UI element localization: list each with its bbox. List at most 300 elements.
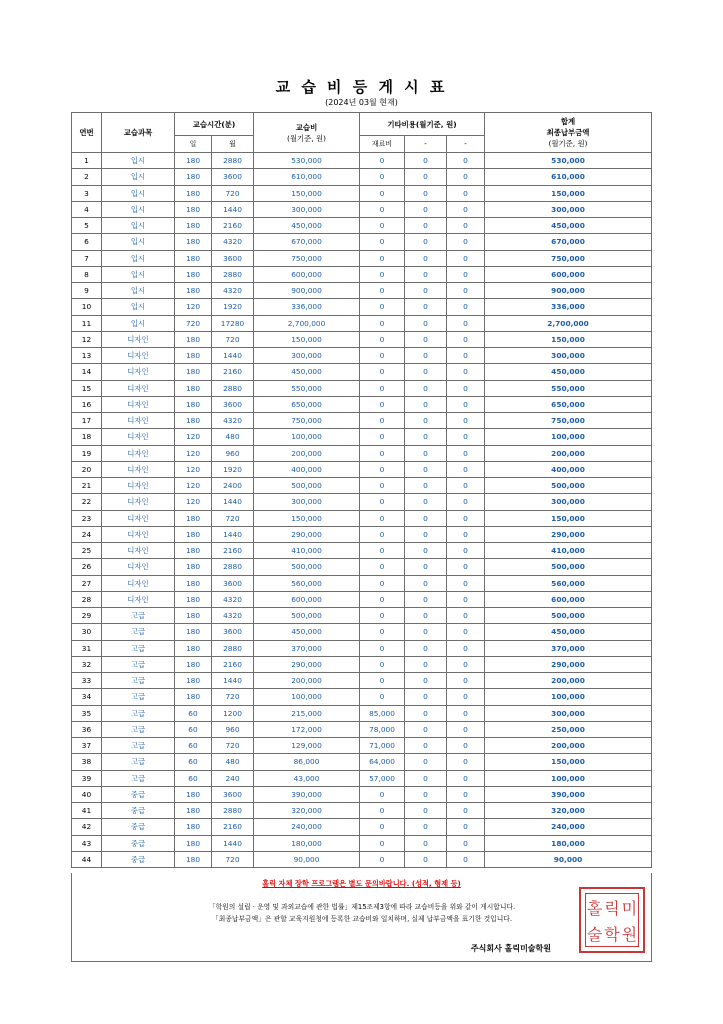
cell-day: 60	[175, 770, 212, 786]
cell-other2: 0	[447, 673, 485, 689]
cell-no: 44	[72, 851, 102, 867]
cell-other2: 0	[447, 786, 485, 802]
cell-other2: 0	[447, 250, 485, 266]
cell-subject: 디자인	[102, 510, 175, 526]
cell-fee: 410,000	[254, 543, 360, 559]
table-row	[72, 315, 652, 331]
cell-subject: 중급	[102, 851, 175, 867]
cell-month: 2160	[212, 819, 254, 835]
cell-total: 150,000	[485, 510, 652, 526]
cell-material: 0	[360, 283, 405, 299]
cell-other1: 0	[405, 689, 447, 705]
cell-no: 6	[72, 234, 102, 250]
cell-total: 600,000	[485, 591, 652, 607]
cell-material: 0	[360, 494, 405, 510]
cell-fee: 129,000	[254, 738, 360, 754]
cell-material: 0	[360, 201, 405, 217]
cell-subject: 디자인	[102, 559, 175, 575]
col-header-hours: 교습시간(분)	[175, 113, 254, 136]
cell-day: 120	[175, 299, 212, 315]
cell-subject: 디자인	[102, 591, 175, 607]
cell-no: 2	[72, 169, 102, 185]
cell-other1: 0	[405, 510, 447, 526]
cell-day: 180	[175, 640, 212, 656]
cell-day: 60	[175, 754, 212, 770]
cell-day: 120	[175, 494, 212, 510]
table-row	[72, 721, 652, 737]
cell-other2: 0	[447, 153, 485, 169]
fee-table-body	[72, 153, 652, 868]
cell-total: 900,000	[485, 283, 652, 299]
cell-total: 200,000	[485, 673, 652, 689]
table-row	[72, 380, 652, 396]
table-row	[72, 526, 652, 542]
cell-month: 3600	[212, 575, 254, 591]
cell-total: 650,000	[485, 396, 652, 412]
col-header-fee-label: 교습비	[295, 122, 318, 132]
cell-day: 180	[175, 591, 212, 607]
cell-fee: 100,000	[254, 429, 360, 445]
cell-day: 180	[175, 575, 212, 591]
cell-other2: 0	[447, 835, 485, 851]
cell-other2: 0	[447, 429, 485, 445]
cell-fee: 200,000	[254, 673, 360, 689]
cell-no: 12	[72, 331, 102, 347]
cell-material: 0	[360, 445, 405, 461]
cell-month: 480	[212, 429, 254, 445]
cell-no: 23	[72, 510, 102, 526]
cell-fee: 500,000	[254, 478, 360, 494]
table-row	[72, 624, 652, 640]
cell-month: 480	[212, 754, 254, 770]
cell-day: 180	[175, 153, 212, 169]
cell-no: 34	[72, 689, 102, 705]
cell-material: 85,000	[360, 705, 405, 721]
cell-no: 38	[72, 754, 102, 770]
cell-fee: 172,000	[254, 721, 360, 737]
cell-other2: 0	[447, 721, 485, 737]
cell-other2: 0	[447, 851, 485, 867]
cell-other1: 0	[405, 461, 447, 477]
cell-fee: 600,000	[254, 266, 360, 282]
cell-day: 180	[175, 510, 212, 526]
cell-material: 71,000	[360, 738, 405, 754]
cell-fee: 43,000	[254, 770, 360, 786]
col-header-total-l1: 합계	[560, 117, 576, 126]
cell-month: 3600	[212, 250, 254, 266]
cell-material: 0	[360, 429, 405, 445]
cell-month: 2880	[212, 640, 254, 656]
cell-material: 0	[360, 234, 405, 250]
cell-day: 180	[175, 396, 212, 412]
table-row	[72, 543, 652, 559]
table-row	[72, 689, 652, 705]
table-row	[72, 396, 652, 412]
cell-total: 336,000	[485, 299, 652, 315]
cell-month: 3600	[212, 396, 254, 412]
cell-fee: 530,000	[254, 153, 360, 169]
cell-no: 9	[72, 283, 102, 299]
cell-other2: 0	[447, 234, 485, 250]
cell-material: 0	[360, 510, 405, 526]
cell-no: 39	[72, 770, 102, 786]
cell-other2: 0	[447, 705, 485, 721]
cell-fee: 150,000	[254, 331, 360, 347]
table-row	[72, 218, 652, 234]
cell-material: 0	[360, 819, 405, 835]
cell-total: 2,700,000	[485, 315, 652, 331]
cell-material: 0	[360, 640, 405, 656]
cell-other1: 0	[405, 445, 447, 461]
cell-day: 180	[175, 250, 212, 266]
cell-month: 1440	[212, 201, 254, 217]
cell-fee: 320,000	[254, 803, 360, 819]
cell-subject: 입시	[102, 283, 175, 299]
cell-other2: 0	[447, 315, 485, 331]
cell-month: 4320	[212, 283, 254, 299]
cell-material: 0	[360, 461, 405, 477]
cell-day: 180	[175, 851, 212, 867]
cell-fee: 560,000	[254, 575, 360, 591]
cell-total: 240,000	[485, 819, 652, 835]
cell-subject: 중급	[102, 803, 175, 819]
cell-month: 960	[212, 721, 254, 737]
cell-material: 0	[360, 331, 405, 347]
cell-other1: 0	[405, 575, 447, 591]
cell-fee: 290,000	[254, 656, 360, 672]
cell-no: 7	[72, 250, 102, 266]
cell-other1: 0	[405, 153, 447, 169]
cell-material: 0	[360, 299, 405, 315]
cell-total: 150,000	[485, 754, 652, 770]
company-name: 주식회사 홀릭미술학원	[470, 944, 551, 953]
cell-other1: 0	[405, 835, 447, 851]
cell-subject: 입시	[102, 250, 175, 266]
cell-subject: 입시	[102, 315, 175, 331]
cell-no: 15	[72, 380, 102, 396]
cell-month: 3600	[212, 169, 254, 185]
cell-day: 180	[175, 819, 212, 835]
cell-other2: 0	[447, 591, 485, 607]
cell-subject: 디자인	[102, 413, 175, 429]
cell-other1: 0	[405, 656, 447, 672]
cell-fee: 300,000	[254, 348, 360, 364]
seal-glyph: 원	[621, 924, 638, 944]
cell-no: 16	[72, 396, 102, 412]
cell-fee: 900,000	[254, 283, 360, 299]
cell-other1: 0	[405, 250, 447, 266]
cell-other1: 0	[405, 673, 447, 689]
cell-day: 180	[175, 624, 212, 640]
cell-subject: 입시	[102, 185, 175, 201]
cell-subject: 디자인	[102, 445, 175, 461]
cell-total: 750,000	[485, 250, 652, 266]
cell-other2: 0	[447, 169, 485, 185]
cell-subject: 입시	[102, 299, 175, 315]
cell-day: 180	[175, 380, 212, 396]
table-row	[72, 445, 652, 461]
cell-no: 13	[72, 348, 102, 364]
cell-material: 0	[360, 835, 405, 851]
col-header-no: 연번	[72, 113, 102, 153]
cell-other2: 0	[447, 510, 485, 526]
col-header-dash-2: -	[447, 136, 485, 153]
cell-subject: 고급	[102, 705, 175, 721]
cell-other2: 0	[447, 461, 485, 477]
cell-month: 2160	[212, 543, 254, 559]
cell-total: 300,000	[485, 201, 652, 217]
cell-day: 180	[175, 689, 212, 705]
table-row	[72, 754, 652, 770]
cell-day: 180	[175, 218, 212, 234]
col-header-material: 재료비	[360, 136, 405, 153]
company-seal-grid	[585, 893, 639, 947]
scholarship-notice: 홀릭 자체 장학 프로그램은 별도 문의바랍니다. (성적, 형제 등)	[262, 879, 461, 888]
cell-day: 60	[175, 721, 212, 737]
cell-no: 24	[72, 526, 102, 542]
col-header-day: 일	[175, 136, 212, 153]
col-header-dash-1: -	[405, 136, 447, 153]
col-header-fee-unit: (월기준, 원)	[287, 133, 327, 143]
cell-month: 720	[212, 738, 254, 754]
cell-fee: 370,000	[254, 640, 360, 656]
cell-month: 2880	[212, 803, 254, 819]
cell-material: 64,000	[360, 754, 405, 770]
cell-fee: 450,000	[254, 624, 360, 640]
cell-material: 0	[360, 153, 405, 169]
cell-total: 250,000	[485, 721, 652, 737]
cell-other2: 0	[447, 526, 485, 542]
cell-day: 180	[175, 543, 212, 559]
cell-subject: 디자인	[102, 348, 175, 364]
cell-other2: 0	[447, 396, 485, 412]
cell-other2: 0	[447, 218, 485, 234]
cell-total: 180,000	[485, 835, 652, 851]
cell-day: 180	[175, 283, 212, 299]
cell-month: 1920	[212, 299, 254, 315]
cell-no: 20	[72, 461, 102, 477]
cell-total: 530,000	[485, 153, 652, 169]
cell-no: 17	[72, 413, 102, 429]
cell-other1: 0	[405, 478, 447, 494]
cell-no: 14	[72, 364, 102, 380]
cell-other2: 0	[447, 575, 485, 591]
cell-material: 0	[360, 169, 405, 185]
cell-month: 720	[212, 185, 254, 201]
cell-total: 90,000	[485, 851, 652, 867]
cell-total: 150,000	[485, 331, 652, 347]
cell-total: 750,000	[485, 413, 652, 429]
cell-subject: 입시	[102, 234, 175, 250]
cell-other1: 0	[405, 559, 447, 575]
cell-month: 1920	[212, 461, 254, 477]
cell-other1: 0	[405, 543, 447, 559]
cell-no: 3	[72, 185, 102, 201]
cell-other1: 0	[405, 299, 447, 315]
cell-total: 670,000	[485, 234, 652, 250]
cell-total: 500,000	[485, 559, 652, 575]
cell-no: 30	[72, 624, 102, 640]
legal-notice-line-2: 「최종납부금액」은 관할 교육지원청에 등록한 교습비와 일치하며, 실제 납부금액을 표기한 것입니다.	[212, 915, 512, 923]
cell-day: 180	[175, 559, 212, 575]
cell-day: 120	[175, 429, 212, 445]
cell-total: 410,000	[485, 543, 652, 559]
cell-month: 720	[212, 689, 254, 705]
col-header-total	[485, 113, 652, 153]
cell-total: 600,000	[485, 266, 652, 282]
cell-total: 610,000	[485, 169, 652, 185]
cell-day: 180	[175, 169, 212, 185]
cell-other2: 0	[447, 770, 485, 786]
table-row	[72, 640, 652, 656]
table-row	[72, 299, 652, 315]
cell-day: 180	[175, 656, 212, 672]
cell-other1: 0	[405, 201, 447, 217]
cell-day: 180	[175, 364, 212, 380]
cell-other2: 0	[447, 754, 485, 770]
table-row	[72, 510, 652, 526]
table-row	[72, 494, 652, 510]
table-row	[72, 234, 652, 250]
cell-month: 4320	[212, 608, 254, 624]
seal-glyph: 학	[604, 924, 620, 944]
cell-other1: 0	[405, 608, 447, 624]
cell-other1: 0	[405, 591, 447, 607]
table-row	[72, 413, 652, 429]
table-row	[72, 364, 652, 380]
cell-fee: 750,000	[254, 250, 360, 266]
cell-subject: 디자인	[102, 331, 175, 347]
cell-total: 450,000	[485, 218, 652, 234]
cell-no: 27	[72, 575, 102, 591]
cell-other1: 0	[405, 364, 447, 380]
cell-no: 37	[72, 738, 102, 754]
cell-material: 0	[360, 608, 405, 624]
cell-subject: 입시	[102, 153, 175, 169]
cell-no: 1	[72, 153, 102, 169]
col-header-total-l2: 최종납부금액	[546, 128, 590, 137]
cell-other1: 0	[405, 348, 447, 364]
cell-total: 320,000	[485, 803, 652, 819]
cell-month: 1440	[212, 494, 254, 510]
cell-other1: 0	[405, 185, 447, 201]
cell-no: 8	[72, 266, 102, 282]
cell-total: 450,000	[485, 364, 652, 380]
cell-material: 0	[360, 396, 405, 412]
cell-fee: 100,000	[254, 689, 360, 705]
cell-other1: 0	[405, 169, 447, 185]
cell-material: 0	[360, 218, 405, 234]
cell-month: 3600	[212, 624, 254, 640]
cell-day: 180	[175, 526, 212, 542]
cell-other1: 0	[405, 413, 447, 429]
cell-material: 0	[360, 656, 405, 672]
cell-month: 240	[212, 770, 254, 786]
cell-no: 11	[72, 315, 102, 331]
cell-other1: 0	[405, 770, 447, 786]
cell-material: 0	[360, 543, 405, 559]
cell-other1: 0	[405, 315, 447, 331]
cell-other1: 0	[405, 494, 447, 510]
cell-total: 550,000	[485, 380, 652, 396]
cell-material: 0	[360, 673, 405, 689]
cell-other1: 0	[405, 283, 447, 299]
cell-month: 1440	[212, 835, 254, 851]
cell-other1: 0	[405, 819, 447, 835]
cell-day: 180	[175, 234, 212, 250]
cell-fee: 180,000	[254, 835, 360, 851]
cell-subject: 고급	[102, 689, 175, 705]
cell-other1: 0	[405, 754, 447, 770]
cell-other2: 0	[447, 283, 485, 299]
seal-glyph: 술	[586, 924, 603, 944]
cell-fee: 450,000	[254, 218, 360, 234]
cell-subject: 디자인	[102, 364, 175, 380]
cell-material: 0	[360, 185, 405, 201]
cell-other1: 0	[405, 738, 447, 754]
cell-subject: 고급	[102, 721, 175, 737]
cell-fee: 750,000	[254, 413, 360, 429]
cell-subject: 고급	[102, 640, 175, 656]
cell-day: 120	[175, 445, 212, 461]
col-header-fee	[254, 113, 360, 153]
seal-glyph: 홀	[586, 898, 603, 918]
cell-fee: 400,000	[254, 461, 360, 477]
cell-other1: 0	[405, 396, 447, 412]
cell-fee: 240,000	[254, 819, 360, 835]
cell-subject: 고급	[102, 738, 175, 754]
cell-month: 2880	[212, 266, 254, 282]
table-row	[72, 185, 652, 201]
cell-subject: 고급	[102, 673, 175, 689]
cell-no: 21	[72, 478, 102, 494]
cell-no: 40	[72, 786, 102, 802]
cell-day: 180	[175, 673, 212, 689]
cell-no: 31	[72, 640, 102, 656]
page-subtitle: (2024년 03월 현재)	[325, 98, 398, 107]
cell-no: 26	[72, 559, 102, 575]
cell-total: 100,000	[485, 429, 652, 445]
cell-fee: 300,000	[254, 201, 360, 217]
cell-total: 300,000	[485, 348, 652, 364]
legal-notice-line-1: 「학원의 설립 · 운영 및 과외교습에 관한 법률」제15조제3항에 따라 교습비등을 위와 같이 게시합니다.	[208, 903, 516, 911]
cell-day: 180	[175, 803, 212, 819]
cell-day: 180	[175, 331, 212, 347]
cell-month: 2880	[212, 380, 254, 396]
cell-material: 0	[360, 526, 405, 542]
cell-month: 2400	[212, 478, 254, 494]
cell-other2: 0	[447, 640, 485, 656]
legal-notice	[72, 901, 652, 925]
cell-other1: 0	[405, 705, 447, 721]
cell-month: 3600	[212, 786, 254, 802]
cell-fee: 500,000	[254, 559, 360, 575]
table-row	[72, 250, 652, 266]
page-title: 교 습 비 등 게 시 표	[275, 78, 448, 96]
cell-day: 60	[175, 738, 212, 754]
cell-no: 5	[72, 218, 102, 234]
cell-material: 0	[360, 851, 405, 867]
cell-other1: 0	[405, 786, 447, 802]
cell-fee: 215,000	[254, 705, 360, 721]
cell-month: 17280	[212, 315, 254, 331]
cell-day: 60	[175, 705, 212, 721]
cell-month: 720	[212, 851, 254, 867]
cell-other1: 0	[405, 218, 447, 234]
seal-glyph: 릭	[604, 898, 620, 918]
table-row	[72, 559, 652, 575]
table-row	[72, 786, 652, 802]
